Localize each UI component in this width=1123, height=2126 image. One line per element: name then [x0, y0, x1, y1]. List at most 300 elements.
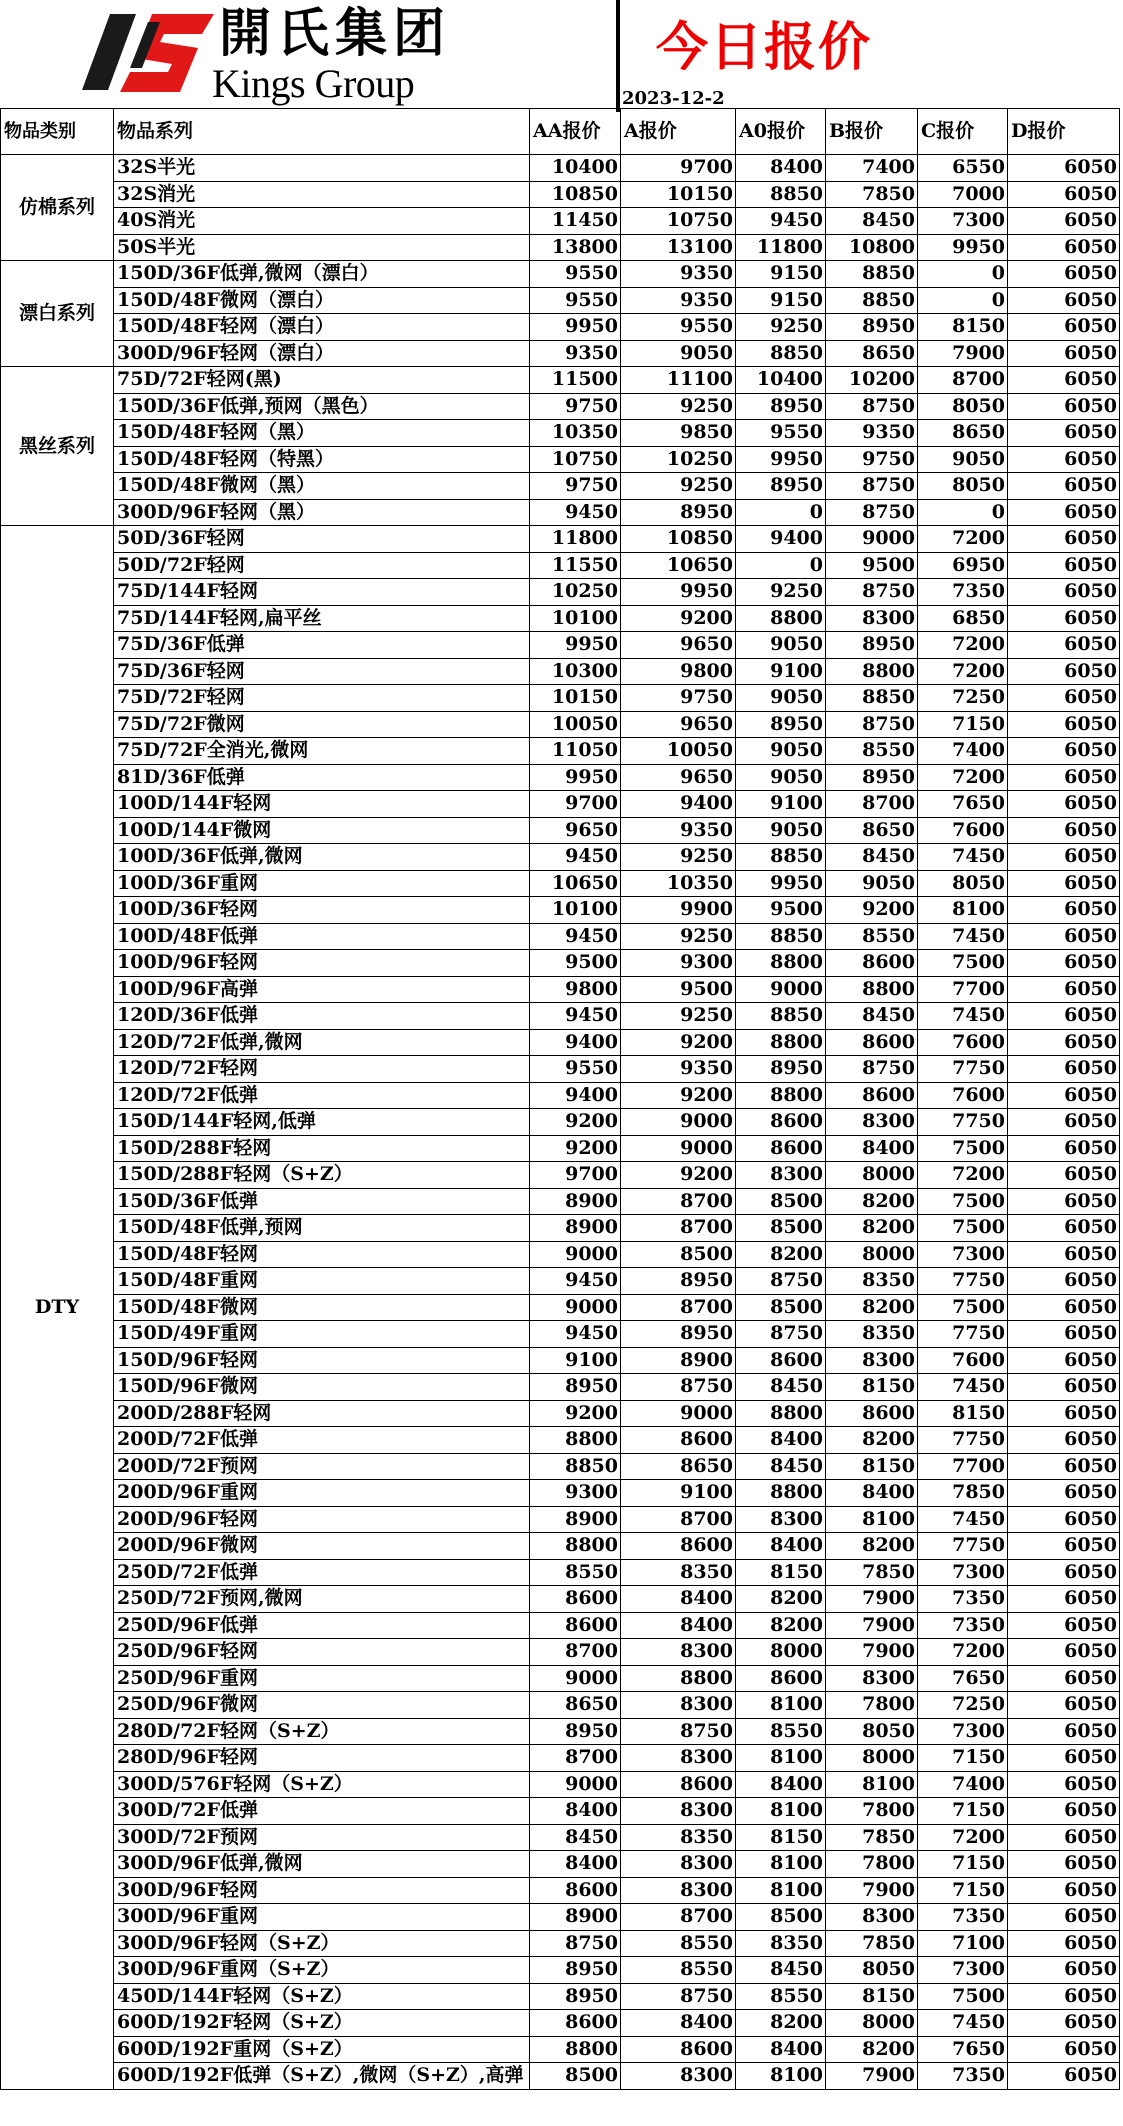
price-cell: 7200: [918, 1162, 1008, 1189]
product-name-cell: 120D/72F低弹: [114, 1082, 530, 1109]
price-cell: 13800: [530, 234, 621, 261]
price-cell: 7600: [918, 817, 1008, 844]
price-cell: 9950: [530, 632, 621, 659]
price-cell: 6050: [1008, 1135, 1120, 1162]
product-name-cell: 150D/36F低弹,预网（黑色）: [114, 393, 530, 420]
table-row: [1, 1082, 1120, 1109]
price-cell: 8400: [736, 2036, 826, 2063]
price-cell: 9350: [621, 817, 736, 844]
price-cell: 8400: [621, 1586, 736, 1613]
price-cell: 10200: [826, 367, 918, 394]
price-cell: 7450: [918, 844, 1008, 871]
price-cell: 9100: [736, 658, 826, 685]
logo-english-name: Kings Group: [212, 61, 415, 106]
price-cell: 8100: [736, 1692, 826, 1719]
price-cell: 8150: [826, 1453, 918, 1480]
price-cell: 8950: [621, 1321, 736, 1348]
price-cell: 6050: [1008, 711, 1120, 738]
product-name-cell: 150D/96F微网: [114, 1374, 530, 1401]
price-cell: 6050: [1008, 1983, 1120, 2010]
price-cell: 10100: [530, 897, 621, 924]
price-cell: 8500: [736, 1904, 826, 1931]
product-name-cell: 250D/96F微网: [114, 1692, 530, 1719]
price-cell: 8850: [736, 340, 826, 367]
price-cell: 9500: [826, 552, 918, 579]
product-name-cell: 150D/288F轻网（S+Z）: [114, 1162, 530, 1189]
price-cell: 9750: [530, 473, 621, 500]
price-cell: 8700: [621, 1506, 736, 1533]
price-cell: 9700: [530, 1162, 621, 1189]
price-cell: 7750: [918, 1427, 1008, 1454]
price-cell: 6050: [1008, 287, 1120, 314]
table-row: [1, 923, 1120, 950]
product-name-cell: 50D/36F轻网: [114, 526, 530, 553]
table-row: [1, 1056, 1120, 1083]
quote-date: 2023-12-2: [622, 88, 725, 109]
table-row: [1, 340, 1120, 367]
table-row: [1, 1771, 1120, 1798]
price-cell: 8950: [530, 1983, 621, 2010]
table-row: [1, 367, 1120, 394]
price-cell: 8600: [530, 2010, 621, 2037]
price-cell: 7700: [918, 976, 1008, 1003]
price-cell: 8400: [530, 1851, 621, 1878]
price-cell: 7250: [918, 1692, 1008, 1719]
price-cell: 7200: [918, 632, 1008, 659]
price-cell: 10650: [530, 870, 621, 897]
price-cell: 8600: [530, 1586, 621, 1613]
price-cell: 7450: [918, 1506, 1008, 1533]
product-name-cell: 75D/36F低弹: [114, 632, 530, 659]
price-cell: 8050: [918, 393, 1008, 420]
price-cell: 8000: [736, 1639, 826, 1666]
table-row: [1, 844, 1120, 871]
price-cell: 10250: [621, 446, 736, 473]
price-cell: 6050: [1008, 1824, 1120, 1851]
price-cell: 8950: [736, 711, 826, 738]
price-cell: 6050: [1008, 420, 1120, 447]
product-name-cell: 600D/192F轻网（S+Z）: [114, 2010, 530, 2037]
product-name-cell: 150D/48F微网（漂白）: [114, 287, 530, 314]
price-cell: 8100: [736, 2063, 826, 2090]
price-cell: 7150: [918, 711, 1008, 738]
price-cell: 8750: [736, 1268, 826, 1295]
price-cell: 7750: [918, 1056, 1008, 1083]
page-header: [0, 0, 1123, 112]
price-cell: 6050: [1008, 1692, 1120, 1719]
header-divider: [616, 0, 620, 112]
price-cell: 8300: [621, 1745, 736, 1772]
price-cell: 8750: [621, 1983, 736, 2010]
price-cell: 9200: [530, 1135, 621, 1162]
price-cell: 6050: [1008, 446, 1120, 473]
price-cell: 8550: [621, 1930, 736, 1957]
price-cell: 6050: [1008, 1718, 1120, 1745]
price-cell: 7000: [918, 181, 1008, 208]
price-cell: 7450: [918, 1374, 1008, 1401]
price-cell: 10050: [621, 738, 736, 765]
price-cell: 7750: [918, 1268, 1008, 1295]
price-cell: 8750: [826, 473, 918, 500]
product-name-cell: 280D/96F轻网: [114, 1745, 530, 1772]
product-name-cell: 600D/192F重网（S+Z）: [114, 2036, 530, 2063]
product-name-cell: 200D/72F低弹: [114, 1427, 530, 1454]
table-row: [1, 1241, 1120, 1268]
table-row: [1, 261, 1120, 288]
price-cell: 8900: [530, 1215, 621, 1242]
price-cell: 8850: [736, 844, 826, 871]
price-cell: 6050: [1008, 1665, 1120, 1692]
price-cell: 9350: [621, 261, 736, 288]
price-cell: 9350: [826, 420, 918, 447]
price-cell: 9000: [736, 976, 826, 1003]
product-name-cell: 75D/144F轻网: [114, 579, 530, 606]
price-cell: 8650: [530, 1692, 621, 1719]
price-cell: 8150: [918, 1400, 1008, 1427]
price-cell: 7150: [918, 1745, 1008, 1772]
price-cell: 8400: [621, 1612, 736, 1639]
price-cell: 9050: [736, 738, 826, 765]
price-cell: 9200: [621, 1029, 736, 1056]
price-cell: 6050: [1008, 605, 1120, 632]
price-cell: 6050: [1008, 340, 1120, 367]
price-cell: 8800: [736, 1400, 826, 1427]
price-cell: 6050: [1008, 685, 1120, 712]
table-row: [1, 897, 1120, 924]
table-row: [1, 181, 1120, 208]
price-cell: 9250: [621, 473, 736, 500]
price-cell: 9350: [530, 340, 621, 367]
product-name-cell: 150D/48F微网: [114, 1294, 530, 1321]
product-name-cell: 100D/96F高弹: [114, 976, 530, 1003]
price-cell: 0: [736, 552, 826, 579]
price-cell: 9400: [530, 1082, 621, 1109]
product-name-cell: 100D/36F轻网: [114, 897, 530, 924]
product-name-cell: 150D/48F低弹,预网: [114, 1215, 530, 1242]
price-cell: 8600: [530, 1877, 621, 1904]
price-cell: 8600: [530, 1612, 621, 1639]
price-cell: 8450: [826, 844, 918, 871]
price-cell: 8300: [621, 1877, 736, 1904]
price-cell: 8850: [826, 685, 918, 712]
price-cell: 7850: [826, 1824, 918, 1851]
column-header: D报价: [1008, 109, 1120, 155]
price-cell: 7850: [826, 1930, 918, 1957]
price-cell: 7350: [918, 579, 1008, 606]
price-cell: 8500: [736, 1294, 826, 1321]
product-name-cell: 100D/36F重网: [114, 870, 530, 897]
price-cell: 8350: [621, 1559, 736, 1586]
price-cell: 8600: [736, 1665, 826, 1692]
price-cell: 6050: [1008, 1294, 1120, 1321]
price-cell: 8650: [918, 420, 1008, 447]
price-cell: 7300: [918, 1957, 1008, 1984]
table-row: [1, 1003, 1120, 1030]
price-cell: 8650: [826, 817, 918, 844]
price-cell: 7600: [918, 1082, 1008, 1109]
page-title: 今日报价: [656, 17, 873, 78]
price-cell: 10650: [621, 552, 736, 579]
price-cell: 8600: [736, 1135, 826, 1162]
price-cell: 8650: [621, 1453, 736, 1480]
price-cell: 8000: [826, 1162, 918, 1189]
table-row: [1, 393, 1120, 420]
price-cell: 9000: [530, 1665, 621, 1692]
price-cell: 9350: [621, 287, 736, 314]
price-cell: 6050: [1008, 2010, 1120, 2037]
price-cell: 8100: [826, 1771, 918, 1798]
price-cell: 7400: [826, 155, 918, 182]
table-row: [1, 1957, 1120, 1984]
product-name-cell: 250D/72F低弹: [114, 1559, 530, 1586]
price-cell: 9000: [621, 1135, 736, 1162]
price-cell: 8700: [621, 1904, 736, 1931]
price-cell: 8550: [826, 738, 918, 765]
table-row: [1, 1480, 1120, 1507]
table-row: [1, 2063, 1120, 2090]
table-row: [1, 1745, 1120, 1772]
price-cell: 9950: [530, 764, 621, 791]
price-cell: 6050: [1008, 1480, 1120, 1507]
table-row: [1, 526, 1120, 553]
table-row: [1, 1612, 1120, 1639]
price-cell: 8650: [826, 340, 918, 367]
price-cell: 8600: [826, 950, 918, 977]
price-cell: 6050: [1008, 552, 1120, 579]
table-row: [1, 1453, 1120, 1480]
price-cell: 10850: [621, 526, 736, 553]
price-cell: 10750: [530, 446, 621, 473]
price-cell: 8150: [736, 1559, 826, 1586]
product-name-cell: 300D/96F轻网（黑）: [114, 499, 530, 526]
price-cell: 10350: [530, 420, 621, 447]
price-cell: 8900: [530, 1904, 621, 1931]
table-row: [1, 1321, 1120, 1348]
price-cell: 6050: [1008, 314, 1120, 341]
table-row: [1, 287, 1120, 314]
price-cell: 7800: [826, 1692, 918, 1719]
price-cell: 8850: [736, 1003, 826, 1030]
price-cell: 8400: [736, 1427, 826, 1454]
price-cell: 8300: [826, 1904, 918, 1931]
table-row: [1, 1877, 1120, 1904]
price-cell: 8600: [826, 1400, 918, 1427]
price-cell: 8300: [621, 2063, 736, 2090]
price-cell: 8850: [826, 287, 918, 314]
price-cell: 9700: [621, 155, 736, 182]
price-cell: 6950: [918, 552, 1008, 579]
product-name-cell: 250D/72F预网,微网: [114, 1586, 530, 1613]
price-cell: 7650: [918, 1665, 1008, 1692]
price-cell: 9950: [736, 870, 826, 897]
table-row: [1, 1533, 1120, 1560]
category-cell: DTY: [1, 526, 114, 2090]
price-cell: 8950: [736, 473, 826, 500]
price-cell: 8800: [530, 2036, 621, 2063]
product-name-cell: 150D/48F微网（黑）: [114, 473, 530, 500]
price-cell: 6050: [1008, 261, 1120, 288]
price-cell: 8150: [736, 1824, 826, 1851]
price-cell: 7750: [918, 1321, 1008, 1348]
price-cell: 7150: [918, 1798, 1008, 1825]
price-cell: 9250: [621, 923, 736, 950]
table-header-row: [1, 109, 1120, 155]
price-cell: 8950: [826, 314, 918, 341]
price-cell: 6050: [1008, 1188, 1120, 1215]
price-cell: 10150: [621, 181, 736, 208]
price-cell: 9900: [621, 897, 736, 924]
price-cell: 9700: [530, 791, 621, 818]
table-row: [1, 658, 1120, 685]
price-cell: 6550: [918, 155, 1008, 182]
price-cell: 0: [918, 287, 1008, 314]
price-cell: 6050: [1008, 1215, 1120, 1242]
price-cell: 11100: [621, 367, 736, 394]
product-name-cell: 200D/72F预网: [114, 1453, 530, 1480]
table-row: [1, 1135, 1120, 1162]
price-cell: 11800: [530, 526, 621, 553]
price-cell: 6050: [1008, 1957, 1120, 1984]
price-cell: 0: [918, 261, 1008, 288]
price-cell: 8100: [736, 1851, 826, 1878]
product-name-cell: 150D/49F重网: [114, 1321, 530, 1348]
price-cell: 9550: [530, 261, 621, 288]
product-name-cell: 300D/72F低弹: [114, 1798, 530, 1825]
price-cell: 8450: [826, 1003, 918, 1030]
price-cell: 10800: [826, 234, 918, 261]
price-cell: 6050: [1008, 367, 1120, 394]
price-cell: 9250: [621, 393, 736, 420]
price-cell: 7200: [918, 764, 1008, 791]
price-cell: 9450: [736, 208, 826, 235]
price-cell: 6050: [1008, 1374, 1120, 1401]
price-cell: 6050: [1008, 1029, 1120, 1056]
price-cell: 9050: [736, 764, 826, 791]
table-row: [1, 1109, 1120, 1136]
price-cell: 6050: [1008, 1586, 1120, 1613]
price-cell: 7300: [918, 1241, 1008, 1268]
price-cell: 8300: [826, 1665, 918, 1692]
price-cell: 6050: [1008, 1506, 1120, 1533]
table-row: [1, 1665, 1120, 1692]
price-cell: 7200: [918, 1639, 1008, 1666]
price-cell: 8400: [736, 1533, 826, 1560]
price-cell: 8850: [530, 1453, 621, 1480]
price-cell: 6050: [1008, 1559, 1120, 1586]
price-cell: 8550: [621, 1957, 736, 1984]
price-cell: 8000: [826, 1241, 918, 1268]
product-name-cell: 250D/96F重网: [114, 1665, 530, 1692]
table-row: [1, 579, 1120, 606]
price-cell: 9750: [621, 685, 736, 712]
price-cell: 6050: [1008, 1771, 1120, 1798]
price-cell: 8400: [826, 1135, 918, 1162]
price-cell: 0: [736, 499, 826, 526]
price-cell: 8550: [530, 1559, 621, 1586]
price-cell: 8800: [621, 1665, 736, 1692]
price-cell: 8200: [736, 2010, 826, 2037]
price-cell: 7600: [918, 1347, 1008, 1374]
price-cell: 8900: [621, 1347, 736, 1374]
price-cell: 7600: [918, 1029, 1008, 1056]
price-cell: 8600: [621, 1533, 736, 1560]
table-row: [1, 685, 1120, 712]
price-cell: 8750: [826, 393, 918, 420]
price-cell: 9200: [621, 1082, 736, 1109]
price-cell: 9000: [530, 1241, 621, 1268]
product-name-cell: 200D/96F轻网: [114, 1506, 530, 1533]
price-cell: 8200: [826, 2036, 918, 2063]
price-cell: 9200: [530, 1109, 621, 1136]
price-cell: 9500: [530, 950, 621, 977]
product-name-cell: 300D/576F轻网（S+Z）: [114, 1771, 530, 1798]
table-row: [1, 314, 1120, 341]
price-cell: 7800: [826, 1851, 918, 1878]
price-cell: 8150: [826, 1374, 918, 1401]
price-cell: 8700: [530, 1639, 621, 1666]
price-cell: 6050: [1008, 1056, 1120, 1083]
price-cell: 9400: [621, 791, 736, 818]
price-cell: 7650: [918, 2036, 1008, 2063]
price-cell: 6050: [1008, 526, 1120, 553]
price-cell: 8350: [736, 1930, 826, 1957]
table-row: [1, 1294, 1120, 1321]
price-cell: 8800: [736, 950, 826, 977]
table-row: [1, 950, 1120, 977]
price-cell: 0: [918, 499, 1008, 526]
price-cell: 6050: [1008, 1745, 1120, 1772]
price-cell: 7500: [918, 1983, 1008, 2010]
price-cell: 6050: [1008, 1347, 1120, 1374]
price-cell: 8800: [530, 1533, 621, 1560]
price-cell: 6050: [1008, 1321, 1120, 1348]
price-cell: 8200: [826, 1294, 918, 1321]
price-cell: 10750: [621, 208, 736, 235]
product-name-cell: 250D/96F轻网: [114, 1639, 530, 1666]
price-cell: 8800: [826, 976, 918, 1003]
price-cell: 7900: [826, 2063, 918, 2090]
price-cell: 11450: [530, 208, 621, 235]
table-row: [1, 1983, 1120, 2010]
price-cell: 6050: [1008, 1453, 1120, 1480]
table-row: [1, 1718, 1120, 1745]
price-cell: 8600: [826, 1029, 918, 1056]
table-body: [1, 155, 1120, 2090]
price-cell: 9200: [826, 897, 918, 924]
price-cell: 7150: [918, 1851, 1008, 1878]
price-cell: 8950: [736, 1056, 826, 1083]
product-name-cell: 120D/72F低弹,微网: [114, 1029, 530, 1056]
price-cell: 8750: [826, 499, 918, 526]
price-cell: 6050: [1008, 2063, 1120, 2090]
price-cell: 10400: [736, 367, 826, 394]
price-cell: 8750: [826, 1056, 918, 1083]
product-name-cell: 280D/72F轻网（S+Z）: [114, 1718, 530, 1745]
product-name-cell: 100D/144F微网: [114, 817, 530, 844]
price-cell: 7500: [918, 1294, 1008, 1321]
product-name-cell: 81D/36F低弹: [114, 764, 530, 791]
price-cell: 8950: [826, 764, 918, 791]
price-cell: 10150: [530, 685, 621, 712]
price-cell: 8600: [736, 1109, 826, 1136]
price-cell: 9650: [621, 632, 736, 659]
table-row: [1, 1215, 1120, 1242]
price-cell: 7400: [918, 1771, 1008, 1798]
table-row: [1, 2010, 1120, 2037]
price-cell: 10250: [530, 579, 621, 606]
price-cell: 9350: [621, 1056, 736, 1083]
price-cell: 9300: [621, 950, 736, 977]
